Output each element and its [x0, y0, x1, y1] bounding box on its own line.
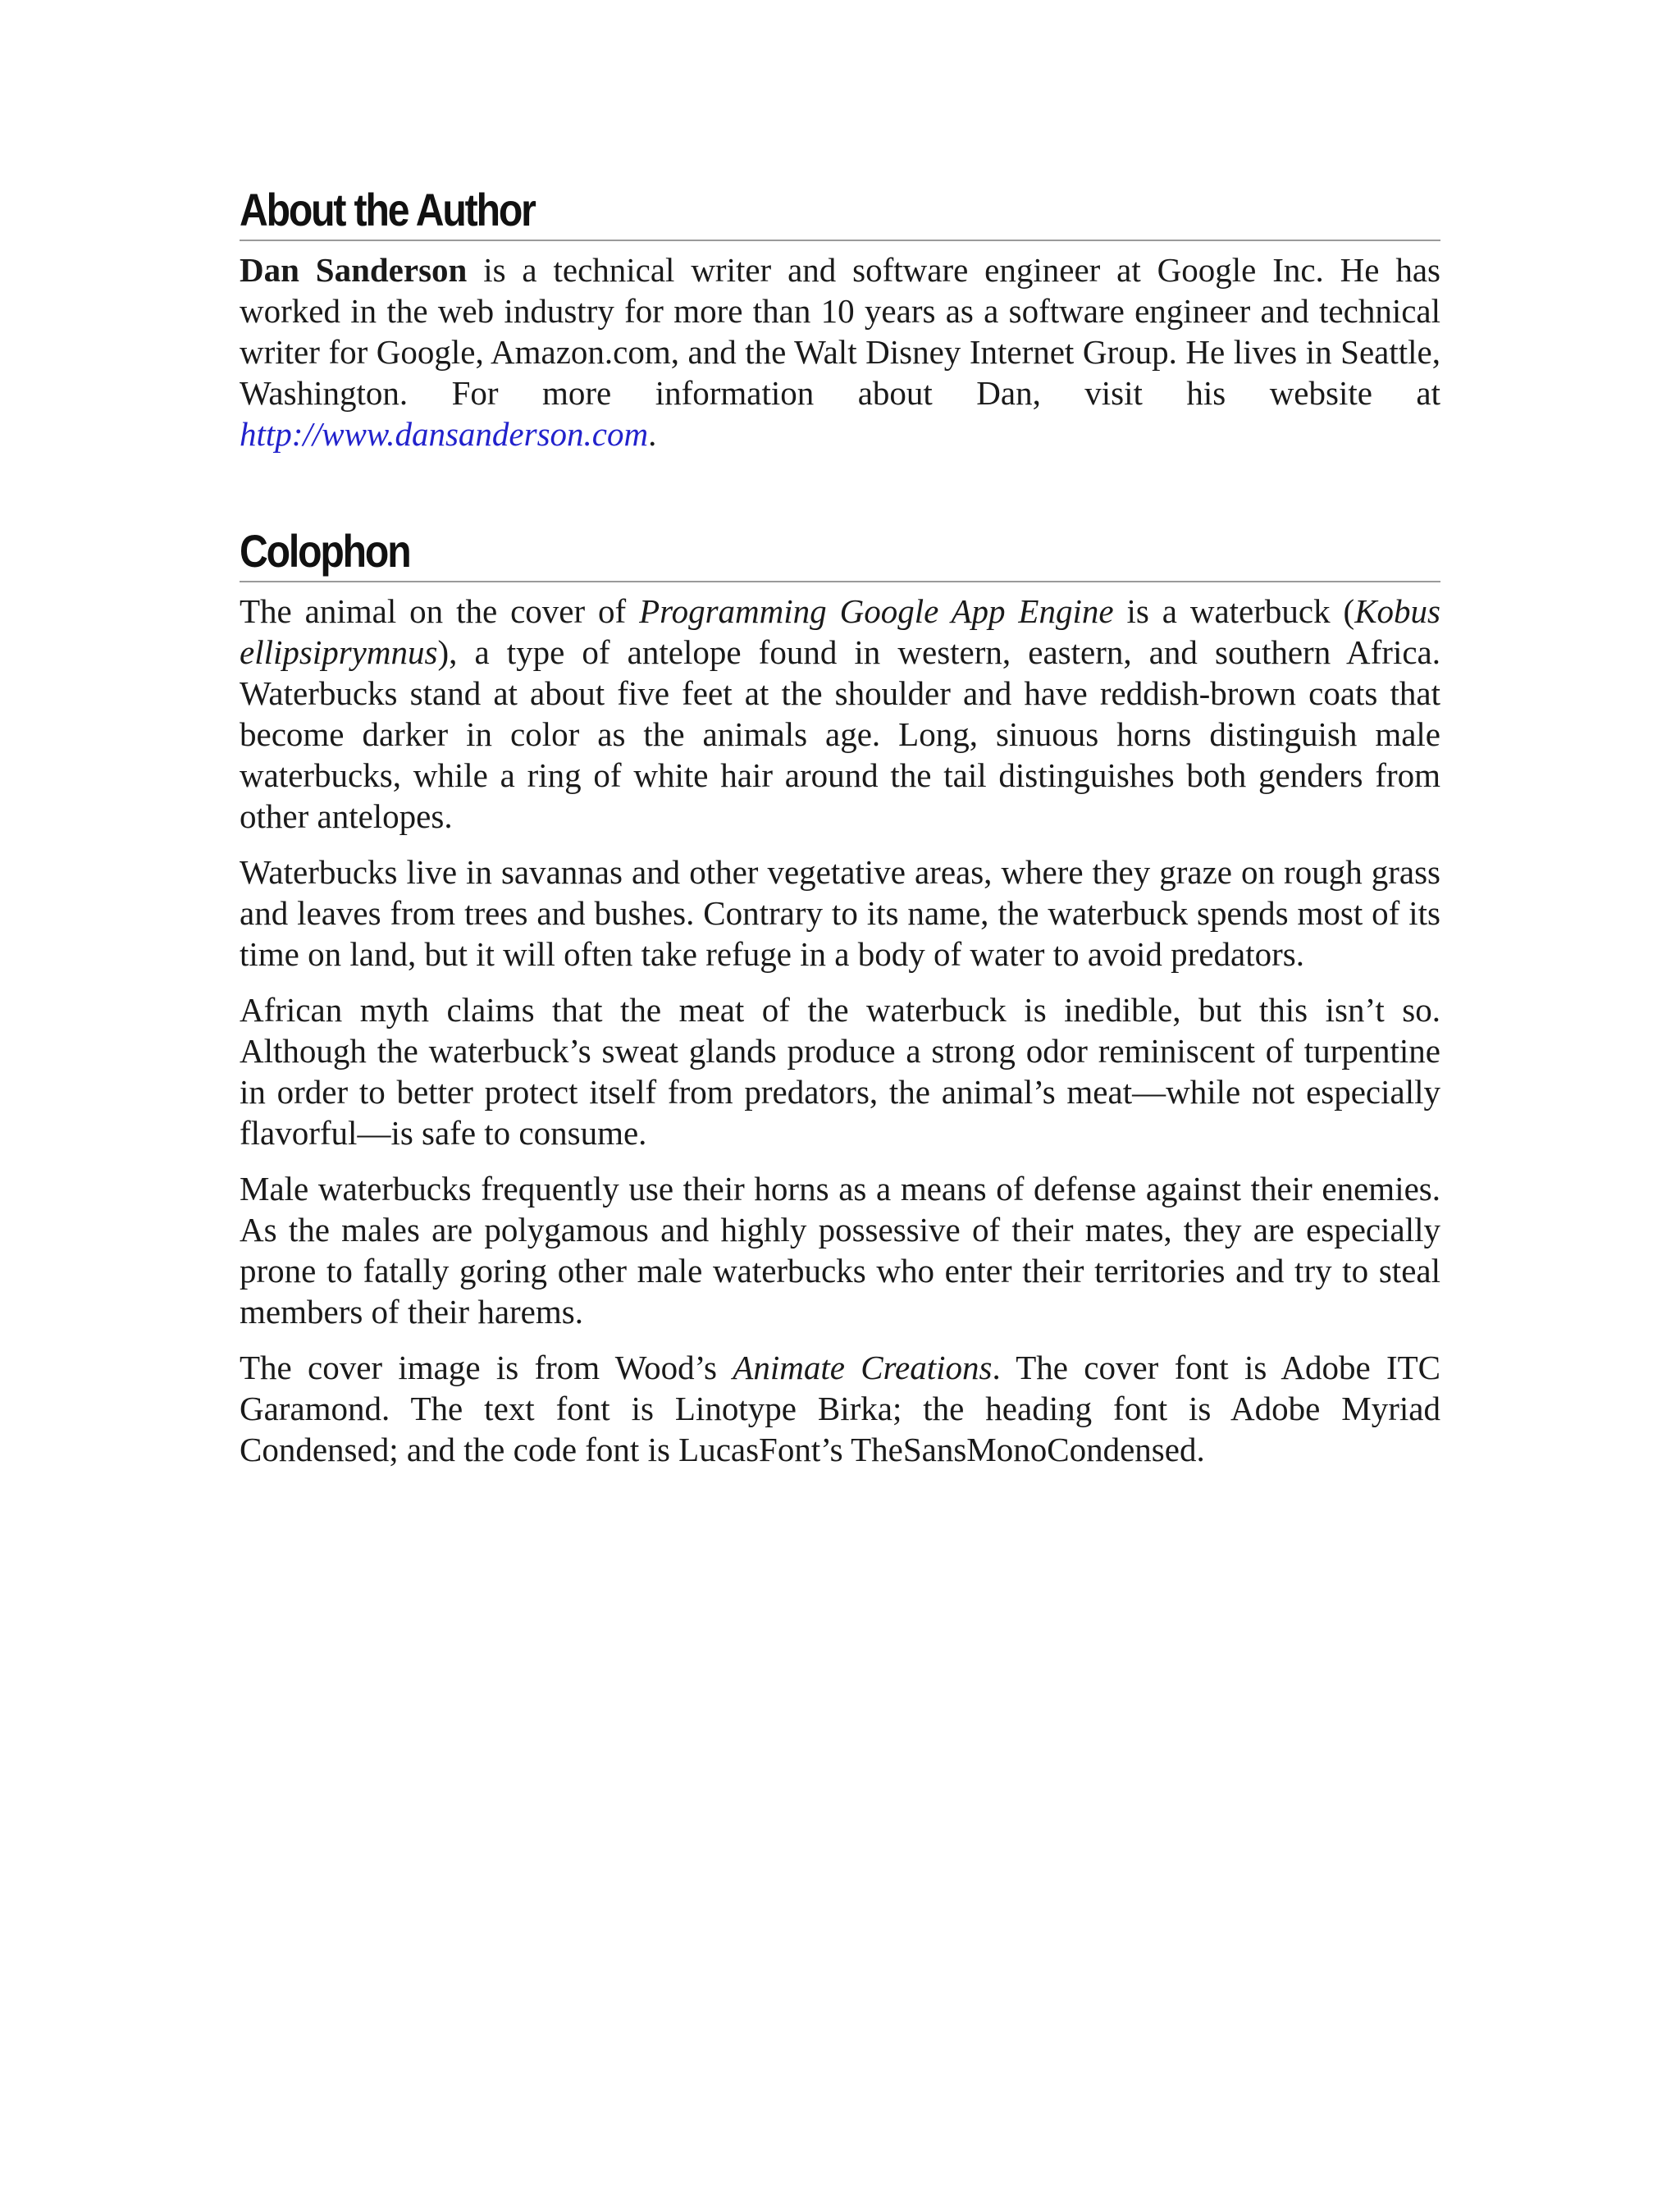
colophon-paragraph-5: [240, 1347, 1440, 1470]
about-heading-rule: [240, 240, 1440, 241]
author-name: Dan Sanderson: [240, 251, 468, 289]
colophon-paragraph-4: Male waterbucks frequently use their horns as a means of defense against their enemies. As the males are polygamous and highly possessive of their mates, they are especially prone to fatally goring other male waterbucks who enter their territories and try to steal members of their harems.: [240, 1170, 1440, 1331]
colophon-p5-text-b: . The cover font is Adobe ITC Garamond. The text font is Linotype Birka; the heading font is Adobe Myriad Condensed; and the code font is LucasFont’s TheSansMonoCondensed.: [240, 1349, 1440, 1468]
book-title: Programming Google App Engine: [639, 592, 1114, 630]
species-name: Kobus ellipsiprymnus: [240, 592, 1440, 671]
about-text-1: is a technical writer and software engineer at Google Inc. He has worked in the web industry for more than 10 years as a software engineer and technical writer for Google, Amazon.com, and the Walt Disney Internet Group. He lives in Seattle, Washington. For more information about Dan, visit his website at: [240, 251, 1440, 412]
colophon-heading: Colophon: [240, 525, 410, 577]
colophon-p5-text-a: The cover image is from Wood’s: [240, 1349, 733, 1386]
section-gap: [240, 469, 1440, 523]
cover-image-source: Animate Creations: [733, 1349, 993, 1386]
author-website-link[interactable]: http://www.dansanderson.com: [240, 415, 649, 453]
about-paragraph: [240, 249, 1440, 454]
colophon-p1-text-c: ), a type of antelope found in western, eastern, and southern Africa. Waterbucks stand at about five feet at the shoulder and have reddish-brown coats that become darker in color as the animals age. Long, sinuous horns distinguish male waterbucks, while a ring of white hair around the tail distinguishes both genders from other antelopes.: [240, 633, 1440, 835]
colophon-heading-rule: [240, 581, 1440, 582]
colophon-p1-text-a: The animal on the cover of: [240, 592, 640, 630]
colophon-paragraph-2: Waterbucks live in savannas and other vegetative areas, where they graze on rough grass and leaves from trees and bushes. Contrary to its name, the waterbuck spends most of its time on land, but it will often take refuge in a body of water to avoid predators.: [240, 853, 1440, 973]
colophon-paragraph-3: African myth claims that the meat of the waterbuck is inedible, but this isn’t so. Although the waterbuck’s sweat glands produce a strong odor reminiscent of turpentine in order to better protect itself from predators, the animal’s meat—while not especially flavorful—is safe to consume.: [240, 991, 1440, 1152]
about-heading: About the Author: [240, 184, 535, 235]
colophon-p1-text-b: is a waterbuck (: [1113, 592, 1355, 630]
colophon-paragraph-1: [240, 591, 1440, 837]
page-content: [240, 182, 1440, 1485]
about-text-2: .: [648, 415, 657, 453]
